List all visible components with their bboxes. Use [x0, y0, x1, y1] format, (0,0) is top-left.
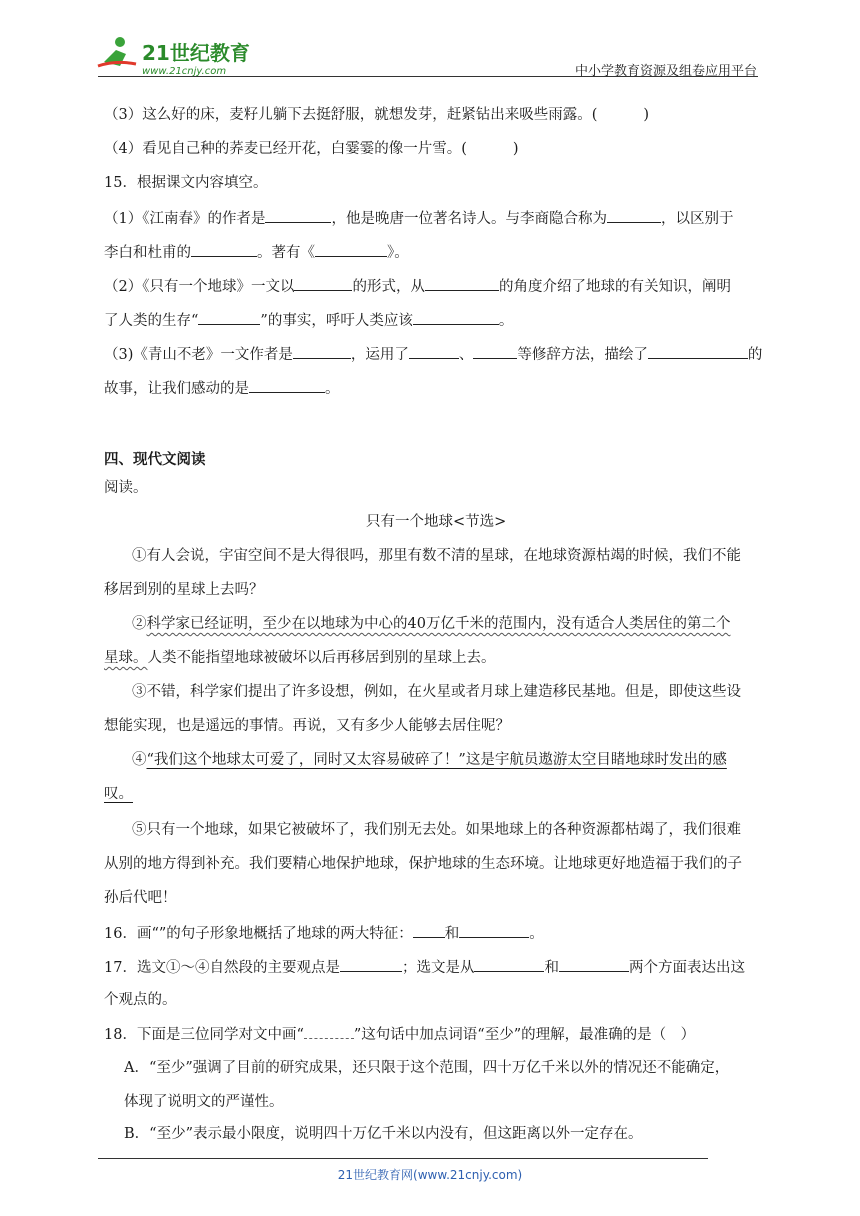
question-15-1-cont: 李白和杜甫的 。著有《 》。 — [104, 241, 409, 263]
question-15: 15．根据课文内容填空。 — [104, 175, 268, 191]
paragraph-3-line-1: ③不错，科学家们提出了许多设想，例如，在火星或者月球上建造移民基地。但是，即使这些设 — [132, 684, 741, 700]
paragraph-1-line-2: 移居到别的星球上去吗？ — [104, 582, 264, 598]
header-divider — [98, 76, 758, 77]
answer-blank[interactable] — [413, 309, 499, 325]
answer-blank[interactable] — [249, 377, 325, 393]
paragraph-4-line-2: 叹。 — [104, 786, 133, 802]
option-b[interactable]: B．“至少”表示最小限度，说明四十万亿千米以内没有，但这距离以外一定存在。 — [124, 1126, 643, 1142]
paragraph-2-line-1: ②科学家已经证明，至少在以地球为中心的40万亿千米的范围内，没有适合人类居住的第二个 — [132, 616, 731, 632]
answer-blank[interactable] — [474, 956, 544, 972]
footer-divider — [98, 1158, 708, 1159]
paragraph-2-line-2: 星球。人类不能指望地球被破坏以后再移居到别的星球上去。 — [104, 650, 496, 666]
paragraph-5-line-1: ⑤只有一个地球，如果它被破坏了，我们别无去处。如果地球上的各种资源都枯竭了，我们很难 — [132, 822, 741, 838]
paragraph-1-line-1: ①有人会说，宇宙空间不是大得很吗，那里有数不清的星球，在地球资源枯竭的时候，我们不能 — [132, 548, 741, 564]
passage-title: 只有一个地球<节选> — [366, 514, 507, 530]
paragraph-4-line-1: ④“我们这个地球太可爱了，同时又太容易破碎了！”这是宇航员遨游太空目睹地球时发出的感 — [132, 752, 727, 768]
answer-blank[interactable] — [198, 309, 260, 325]
question-17: 17．选文①～④自然段的主要观点是 ；选文是从 和 两个方面表达出这 — [104, 956, 745, 978]
answer-blank[interactable] — [293, 343, 351, 359]
question-16: 16．画“”的句子形象地概括了地球的两大特征： 和 。 — [104, 922, 544, 944]
answer-blank[interactable] — [559, 956, 629, 972]
question-14-3: （3）这么好的床，麦籽儿躺下去挺舒服，就想发芽，赶紧钻出来吸些雨露。( ) — [104, 107, 650, 123]
paragraph-3-line-2: 想能实现，也是遥远的事情。再说，又有多少人能够去居住呢？ — [104, 718, 510, 734]
underlined-sentence: “我们这个地球太可爱了，同时又太容易破碎了！”这是宇航员遨游太空目睹地球时发出的感 — [146, 752, 727, 768]
answer-blank[interactable] — [473, 343, 517, 359]
question-15-2-cont: 了人类的生存“ ”的事实，呼吁人类应该 。 — [104, 309, 513, 331]
question-14-4: （4）看见自己种的荞麦已经开花，白霎霎的像一片雪。( ) — [104, 141, 519, 157]
answer-blank[interactable] — [340, 956, 402, 972]
footer-text[interactable]: 21世纪教育网(www.21cnjy.com) — [337, 1168, 523, 1182]
answer-blank[interactable] — [191, 241, 257, 257]
paragraph-5-line-2: 从别的地方得到补充。我们要精心地保护地球，保护地球的生态环境。让地球更好地造福于我们的子 — [104, 856, 742, 872]
question-18: 18．下面是三位同学对文中画“ ”这句话中加点词语“至少”的理解，最准确的是（ ） — [104, 1024, 695, 1045]
site-logo — [96, 32, 256, 78]
logo-url: www.21cnjy.com — [142, 66, 227, 77]
wavy-line-sample — [304, 1024, 354, 1039]
option-a-line-2: 体现了说明文的严谨性。 — [124, 1094, 284, 1110]
platform-name: 中小学教育资源及组卷应用平台 — [574, 64, 757, 79]
answer-blank[interactable] — [425, 275, 499, 291]
question-15-3-cont: 故事，让我们感动的是 。 — [104, 377, 340, 399]
question-15-1: （1）《江南春》的作者是 ，他是晚唐一位著名诗人。与李商隐合称为 ，以区别于 — [104, 207, 733, 229]
read-instruction: 阅读。 — [104, 480, 148, 496]
answer-blank[interactable] — [265, 207, 331, 223]
answer-blank[interactable] — [315, 241, 387, 257]
wavy-underlined-sentence: 科学家已经证明，至少在以地球为中心的40万亿千米的范围内，没有适合人类居住的第二个 — [146, 616, 731, 632]
logo-text: 21世纪教育 — [142, 41, 250, 65]
option-a-line-1[interactable]: A．“至少”强调了目前的研究成果，还只限于这个范围，四十万亿千米以外的情况还不能确定， — [124, 1060, 730, 1076]
question-15-2: （2）《只有一个地球》一文以 的形式，从 的角度介绍了地球的有关知识，阐明 — [104, 275, 731, 297]
answer-blank[interactable] — [294, 275, 352, 291]
question-15-3: （3)《青山不老》一文作者是 ，运用了 、 等修辞方法，描绘了 的 — [104, 343, 762, 365]
answer-blank[interactable] — [648, 343, 748, 359]
question-17-cont: 个观点的。 — [104, 992, 177, 1008]
answer-blank[interactable] — [607, 207, 661, 223]
paragraph-5-line-3: 孙后代吧！ — [104, 890, 177, 906]
answer-blank[interactable] — [413, 922, 445, 938]
section-heading: 四、现代文阅读 — [104, 452, 206, 468]
answer-blank[interactable] — [409, 343, 459, 359]
answer-blank[interactable] — [459, 922, 529, 938]
